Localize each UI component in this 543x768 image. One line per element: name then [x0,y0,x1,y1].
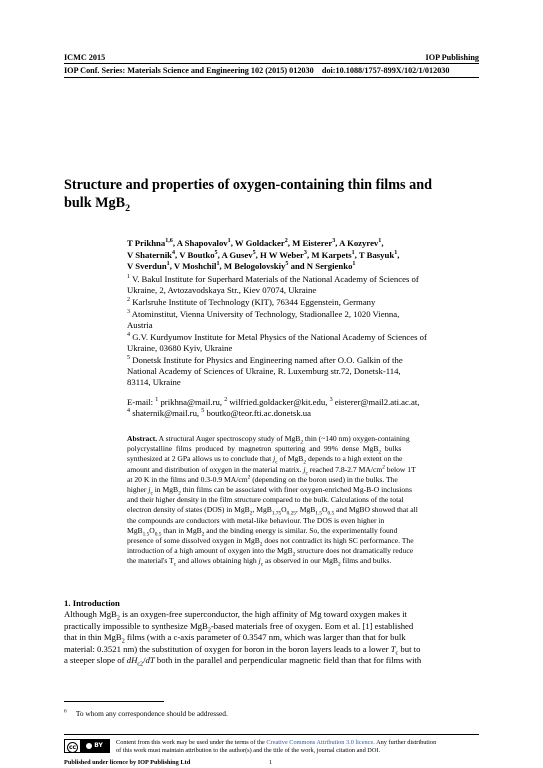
email-line: E-mail: $^1$ prikhna@mail.ru, $^2$ wilfried.goldacker@kit.edu, $^3$ eisterer@mail2.ati.ac.at, [127,397,420,407]
affiliation-2: $^2$ Karlsruhe Institute of Technology (KIT), 76344 Eggenstein, Germany [127,297,376,307]
affiliation-1: $^1$ V. Bakul Institute for Superhard Materials of the National Academy of Sciences of Ukraine, 2, Avtozavodskaya Str., Kiev 07074, Ukraine [127,274,419,296]
section-heading-introduction: 1. Introduction [64,598,120,608]
header-conference: ICMC 2015 [64,53,106,62]
cc-license-link[interactable]: Creative Commons Attribution 3.0 licence [266,739,374,746]
email-block [127,397,487,420]
header-journal-line: IOP Conf. Series: Materials Science and Engineering 102 (2015) 012030 doi:10.1088/1757-899X/102/1/012030 [64,66,450,75]
footnote-rule [64,701,164,702]
footer-rule [64,734,479,735]
header-publisher: IOP Publishing [425,53,479,62]
author-line: V Sverdun$^1$, V Moshchil$^1$, M Belogolovskiy$^5$ and N Sergienko$^1$ [127,261,356,272]
author-line: T Prikhna$^{1,6}$, A Shapovalov$^1$, W Goldacker$^2$, M Eisterer$^3$, A Kozyrev$^1$, [127,238,384,248]
license-text: Content from this work may be used under the terms of the Creative Commons Attribution 3.0 licence. Any further distribution of this work must maintain attribution to the author(s) and the title of the work, journal citation and DOI. [116,739,437,755]
paper-title: Structure and properties of oxygen-containing thin films and bulk MgB$_2$ [64,177,432,214]
page-number: 1 [269,759,273,766]
affiliation-4: $^4$ G.V. Kurdyumov Institute for Metal Physics of the National Academy of Sciences of Ukraine, 03680 Kyiv, Ukraine [127,332,427,354]
footnote: $^6$ To whom any correspondence should be addressed. [64,708,228,718]
author-line: V Shaternik$^4$, V Boutko$^5$, A Gusev$^5$, H W Weber$^3$, M Karpets$^1$, T Basyuk$^1$, [127,249,400,260]
affiliation-5: $^5$ Donetsk Institute for Physics and Engineering named after O.O. Galkin of the National Academy of Sciences of Ukraine, R. Luxemburg str.72, Donetsk-114, 83114, Ukraine [127,355,403,388]
email-line: $^4$ shaternik@mail.ru, $^5$ boutko@teor.fti.ac.donetsk.ua [127,408,311,419]
header-rule-bottom [64,77,479,78]
publisher-line: Published under licence by IOP Publishing Ltd [64,759,191,766]
cc-by-badge-icon: cc BY [64,739,110,753]
affiliation-3: $^3$ Atominstitut, Vienna University of Technology, Stadionallee 2, 1020 Vienna, Austria [127,309,400,331]
abstract: Abstract. A structural Auger spectroscopy study of MgB$_2$ thin (~140 nm) oxygen-containing polycrystalline films produced by magnetron sputtering and 99% dense MgB$_2$ bulks synthesized at 2 GPa allows us to conclude that $j_c$ of MgB$_2$ depends to a high extent on the amount and distribution of oxygen in the material matrix. $j_c$ reached 7.8-2.7 $MA/cm^2$ below 1T at 20 K in the films and 0.3-0.9 $MA/cm^2$ (depending on the boron used) in the bulks. The higher $j_c$ in MgB$_2$ thin films can be associated with finer oxygen-enriched Mg-B-O inclusions and their higher density in the film structure compared to the bulk. Calculations of the total electron density of states (DOS) in MgB$_2$, $MgB_{1.75}O_{0.25}$, $MgB_{1.5}O_{0.5}$ and MgBO showed that all the compounds are conductors with metal-like behaviour. The DOS is even higher in $MgB_{1.5}O_{0.5}$ than in MgB$_2$ and the binding energy is similar. So, the experimentally found presence of some dissolved oxygen in MgB$_2$ does not contradict its high SC performance. The introduction of a high amount of oxygen into the MgB$_2$ structure does not dramatically reduce the material's $T_c$ and allows obtaining high $j_c$ as observed in our MgB$_2$ films and bulks. [127,434,418,568]
author-list [127,238,487,273]
header-rule [64,63,479,64]
introduction-text: Although MgB$_2$ is an oxygen-free superconductor, the high affinity of Mg toward oxygen makes it practically impossible to synthesize MgB$_2$-based materials free of oxygen. Eom et al. [1] established that in thin MgB$_2$ films (with a c-axis parameter of 0.3547 nm, which was larger than that for bulk material: 0.3521 nm) the substitution of oxygen for boron in the boron layers leads to a lower $T_c$ but to a steeper slope of $dH_{c2}/dT$ both in the parallel and perpendicular magnetic field than that for films with [64,609,422,669]
